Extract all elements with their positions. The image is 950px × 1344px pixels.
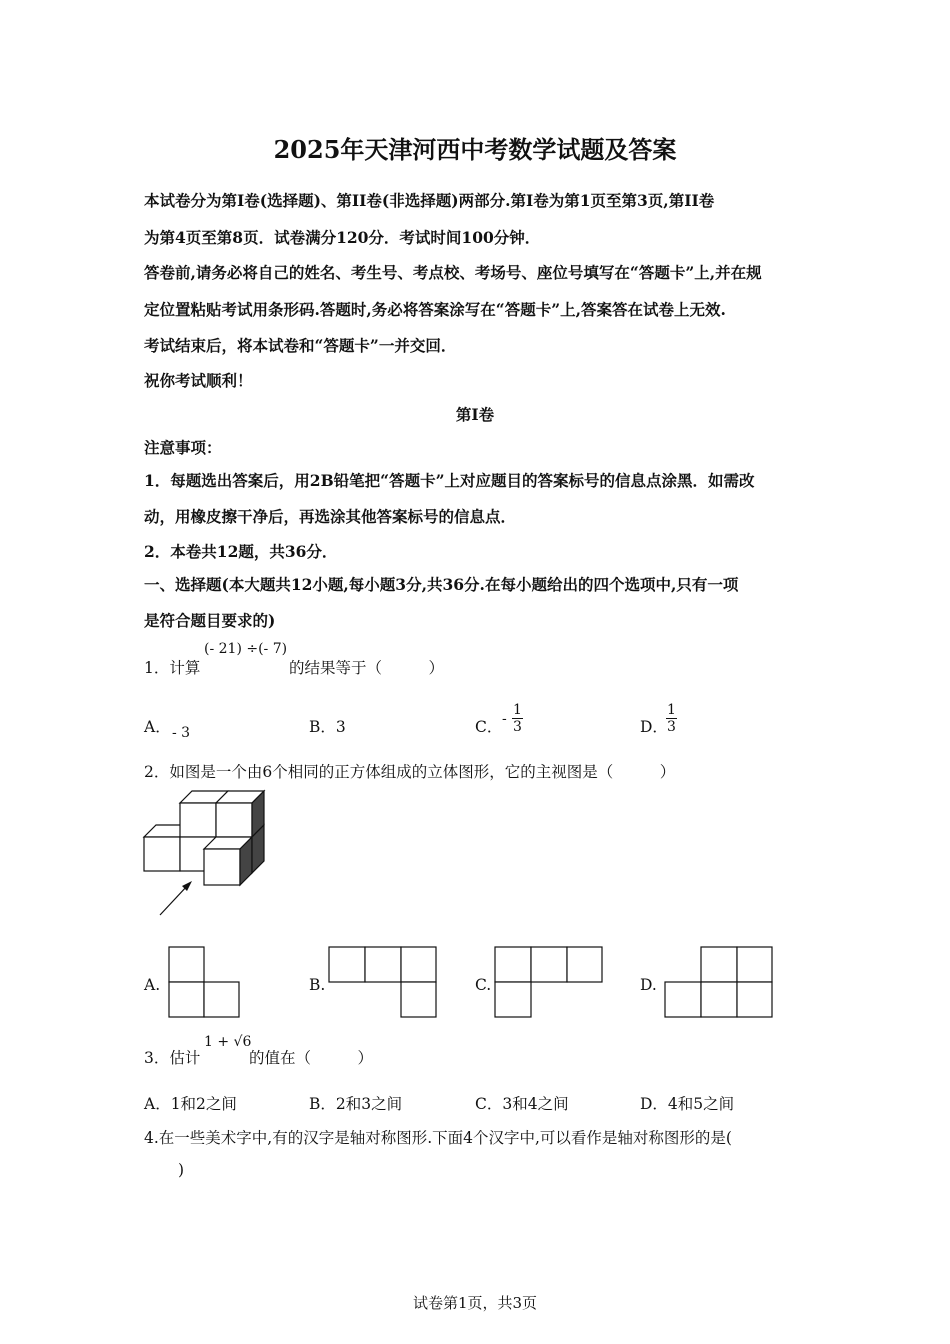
q4-line-2: ) bbox=[178, 1161, 185, 1179]
intro-line-1: 本试卷分为第Ⅰ卷(选择题)、第II卷(非选择题)两部分.第Ⅰ卷为第1页至第3页,第II卷 bbox=[144, 191, 715, 210]
q1-option-d-label: D． bbox=[640, 718, 668, 736]
q3-suffix: 的值在（ ） bbox=[249, 1049, 374, 1067]
q2-option-b-figure bbox=[328, 946, 438, 1020]
q1-prefix: 1．计算 bbox=[144, 659, 201, 677]
q2-option-c-label: C. bbox=[475, 976, 492, 994]
q2-option-c-figure bbox=[494, 946, 604, 1020]
q1-option-c-label: C． bbox=[475, 718, 503, 736]
part-one-line-2: 是符合题目要求的) bbox=[144, 611, 276, 630]
q2-text: 2．如图是一个由6个相同的正方体组成的立体图形，它的主视图是（ ） bbox=[144, 763, 676, 781]
q3-option-d: D．4和5之间 bbox=[640, 1095, 735, 1113]
intro-line-6: 祝你考试顺利！ bbox=[144, 371, 253, 390]
intro-line-5: 考试结束后，将本试卷和“答题卡”一并交回． bbox=[144, 336, 457, 355]
q1-option-d-fraction bbox=[666, 702, 677, 735]
fraction-denominator: 3 bbox=[667, 719, 676, 735]
q1-expression: (- 21) ÷(- 7) bbox=[204, 641, 288, 657]
q4-line-1: 4.在一些美术字中,有的汉字是轴对称图形.下面4个汉字中,可以看作是轴对称图形的是( bbox=[144, 1129, 732, 1147]
q2-option-d-figure bbox=[664, 946, 774, 1020]
fraction-denominator: 3 bbox=[513, 719, 522, 735]
intro-line-2: 为第4页至第8页．试卷满分120分．考试时间100分钟． bbox=[144, 228, 541, 247]
q2-option-d-label: D. bbox=[640, 976, 657, 994]
q1-option-c-fraction bbox=[512, 702, 523, 735]
q1-option-b: B．3 bbox=[309, 718, 346, 736]
section-title: 第Ⅰ卷 bbox=[455, 405, 495, 424]
q1-option-a-label: A． bbox=[144, 718, 171, 736]
q3-prefix: 3．估计 bbox=[144, 1049, 201, 1067]
q1-option-c-sign: - bbox=[502, 711, 507, 727]
page-title: 2025年天津河西中考数学试题及答案 bbox=[273, 135, 677, 164]
q1-option-a-value: - 3 bbox=[172, 725, 191, 741]
fraction-numerator: 1 bbox=[513, 702, 522, 718]
q1-suffix: 的结果等于（ ） bbox=[289, 659, 445, 677]
page-footer: 试卷第1页，共3页 bbox=[412, 1294, 538, 1312]
note-line-1: 1．每题选出答案后，用2B铅笔把“答题卡”上对应题目的答案标号的信息点涂黑．如需改 bbox=[144, 471, 755, 490]
part-one-line-1: 一、选择题(本大题共12小题,每小题3分,共36分.在每小题给出的四个选项中,只有一项 bbox=[144, 575, 739, 594]
cube-solid-figure bbox=[140, 785, 270, 920]
q3-option-a: A．1和2之间 bbox=[144, 1095, 237, 1113]
q2-option-a-label: A. bbox=[144, 976, 161, 994]
q2-option-b-label: B. bbox=[309, 976, 326, 994]
note-line-3: 2．本卷共12题，共36分． bbox=[144, 542, 338, 561]
q2-option-a-figure bbox=[168, 946, 242, 1020]
q3-option-c: C．3和4之间 bbox=[475, 1095, 569, 1113]
intro-line-4: 定位置粘贴考试用条形码.答题时,务必将答案涂写在“答题卡”上,答案答在试卷上无效. bbox=[144, 300, 726, 319]
note-line-2: 动，用橡皮擦干净后，再选涂其他答案标号的信息点． bbox=[144, 507, 517, 526]
fraction-numerator: 1 bbox=[667, 702, 676, 718]
intro-line-3: 答卷前,请务必将自己的姓名、考生号、考点校、考场号、座位号填写在“答题卡”上,并在规 bbox=[144, 263, 762, 282]
q3-expression: 1 + √6 bbox=[204, 1034, 252, 1050]
q3-option-b: B．2和3之间 bbox=[309, 1095, 403, 1113]
notes-title: 注意事项： bbox=[144, 438, 222, 457]
